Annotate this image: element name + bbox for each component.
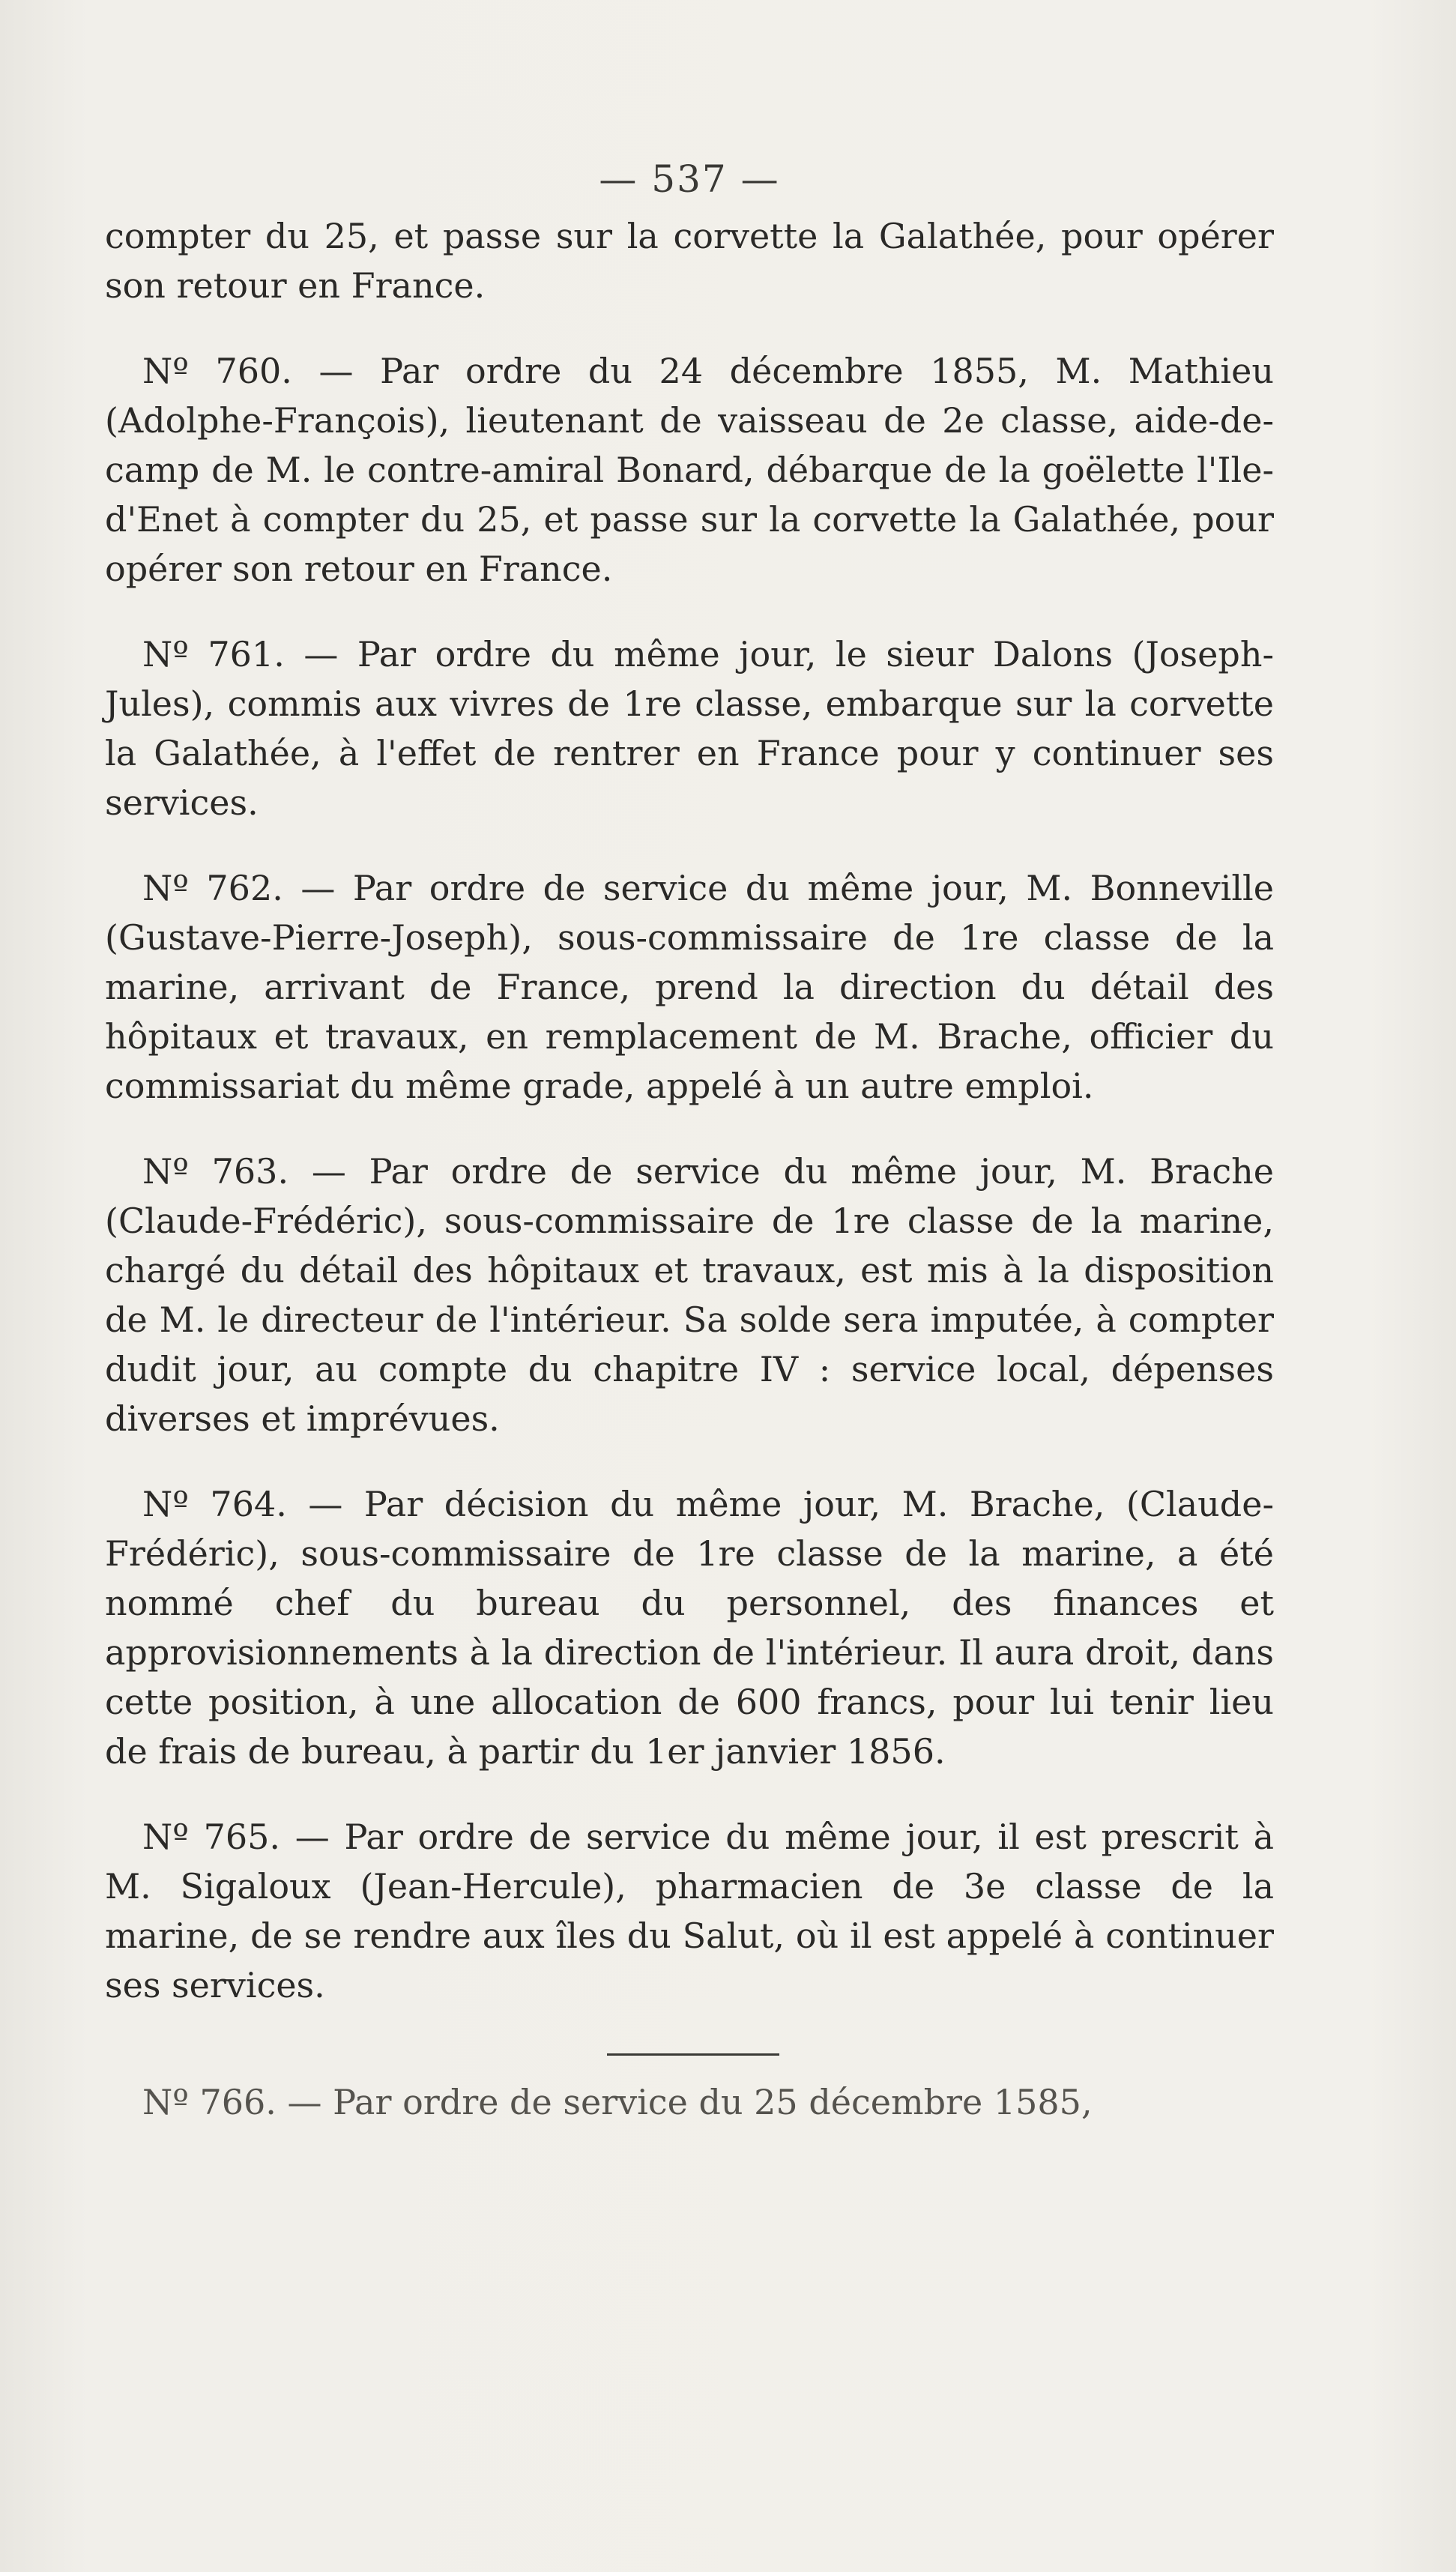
- paragraph-760: Nº 760. — Par ordre du 24 décembre 1855, M. Mathieu (Adolphe-François), lieutenant de vaisseau de 2e classe, aide-de-camp de M. le contre-amiral Bonard, débarque de la goëlette l'Ile-d'Enet à compter du 25, et passe sur la corvette la Galathée, pour opérer son retour en France.: [105, 351, 1274, 589]
- paragraph-764: Nº 764. — Par décision du même jour, M. Brache, (Claude-Frédéric), sous-commissaire de 1re classe de la marine, a été nommé chef du bureau du personnel, des finances et approvisionnements à la direction de l'intérieur. Il aura droit, dans cette position, à une allocation de 600 francs, pour lui tenir lieu de frais de bureau, à partir du 1er janvier 1856.: [105, 1484, 1274, 1772]
- paragraph-766-start: Nº 766. — Par ordre de service du 25 décembre 1585,: [142, 2082, 1093, 2122]
- paragraph-continuation: compter du 25, et passe sur la corvette la Galathée, pour opérer son retour en France.: [105, 216, 1274, 306]
- paragraph-763: Nº 763. — Par ordre de service du même jour, M. Brache (Claude-Frédéric), sous-commissaire de 1re classe de la marine, chargé du détail des hôpitaux et travaux, est mis à la disposition de M. le directeur de l'intérieur. Sa solde sera imputée, à compter dudit jour, au compte du chapitre IV : service local, dépenses diverses et imprévues.: [105, 1151, 1274, 1439]
- paragraph-762: Nº 762. — Par ordre de service du même jour, M. Bonneville (Gustave-Pierre-Joseph), sous-commissaire de 1re classe de la marine, arrivant de France, prend la direction du détail des hôpitaux et travaux, en remplacement de M. Brache, officier du commissariat du même grade, appelé à un autre emploi.: [105, 868, 1274, 1106]
- text-block: [105, 157, 1274, 2127]
- page-number: — 537 —: [599, 157, 780, 201]
- paragraph-761: Nº 761. — Par ordre du même jour, le sieur Dalons (Joseph-Jules), commis aux vivres de 1re classe, embarque sur la corvette la Galathée, à l'effet de rentrer en France pour y continuer ses services.: [105, 634, 1274, 823]
- paragraph-765: Nº 765. — Par ordre de service du même jour, il est prescrit à M. Sigaloux (Jean-Hercule), pharmacien de 3e classe de la marine, de se rendre aux îles du Salut, où il est appelé à continuer ses services.: [105, 1817, 1274, 2005]
- divider-rule: [607, 2053, 779, 2056]
- section-divider: [105, 2040, 1274, 2070]
